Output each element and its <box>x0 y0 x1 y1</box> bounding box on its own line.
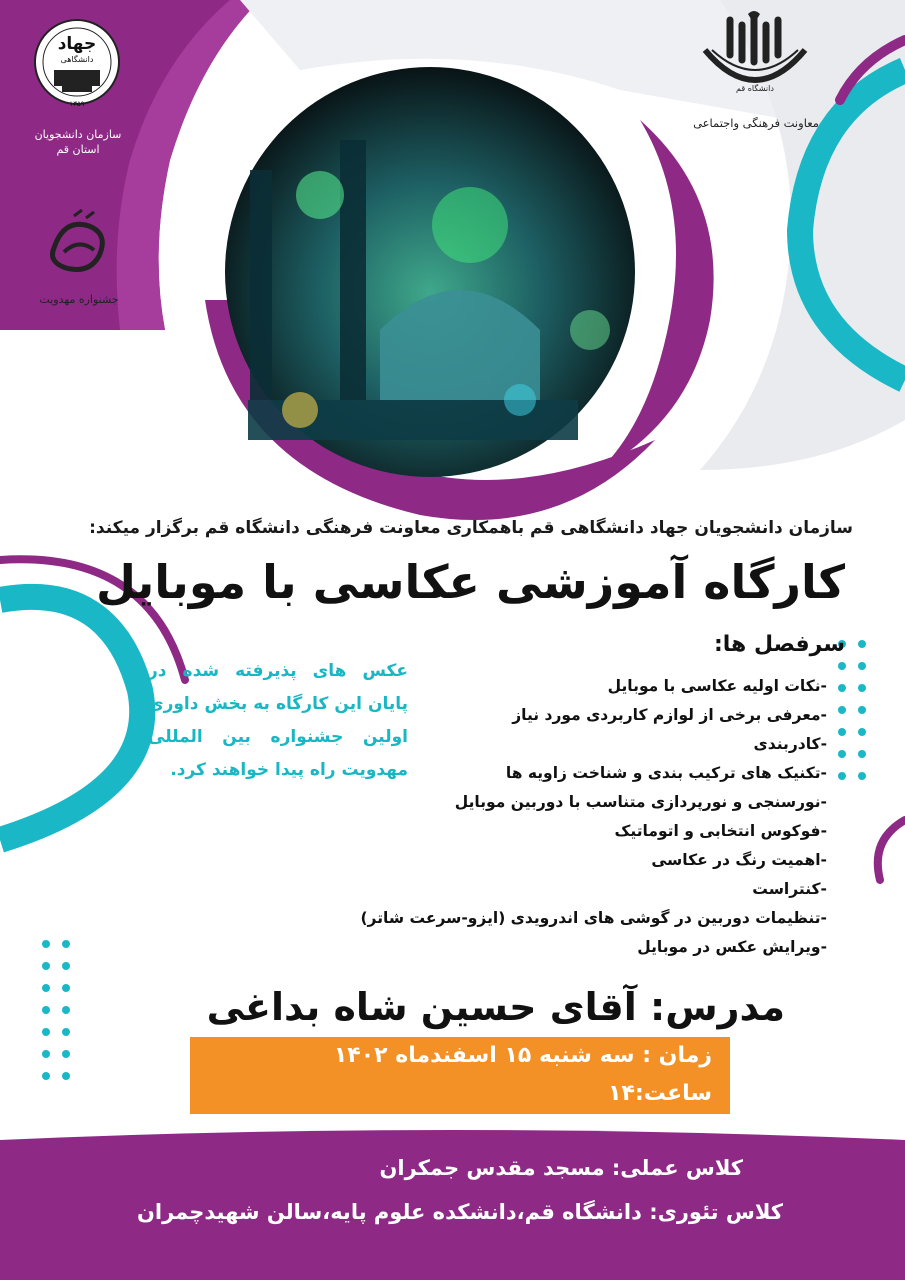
university-emblem-icon <box>690 10 820 110</box>
time-box <box>190 1037 730 1114</box>
syllabus-item: -تکنیک های ترکیب بندی و شناخت زاویه ها <box>505 764 827 782</box>
theory-class-location: کلاس تئوری: دانشگاه قم،دانشکده علوم پایه،سالن شهیدچمران <box>136 1200 783 1224</box>
university-caption: معاونت فرهنگی واجتماعی <box>693 116 819 130</box>
university-logo <box>690 10 820 115</box>
practical-class-location: کلاس عملی: مسجد مقدس جمکران <box>379 1156 743 1180</box>
date-text: زمان : سه شنبه ۱۵ اسفندماه ۱۴۰۲ <box>333 1043 712 1068</box>
jahad-logo <box>32 14 122 124</box>
university-ring-text: دانشگاه قم <box>736 84 774 93</box>
mahdaviat-logo <box>34 208 124 288</box>
jahad-sub: دانشگاهی <box>60 55 94 64</box>
syllabus-item: -کنتراست <box>752 880 827 898</box>
jahad-caption-1: سازمان دانشجویان <box>34 128 122 141</box>
syllabus-item: -ویرایش عکس در موبایل <box>637 938 827 956</box>
jahad-caption-2: استان قم <box>56 143 100 156</box>
festival-note: عکس های پذیرفته شده در پایان این کارگاه به بخش داوری اولین جشنواره بین المللی مهدویت راه پیدا خواهند کرد. <box>148 661 408 780</box>
syllabus-item: -معرفی برخی از لوازم کاربردی مورد نیاز <box>512 706 827 724</box>
page-title: کارگاه آموزشی عکاسی با موبایل <box>95 555 845 609</box>
syllabus-item: -تنظیمات دوربین در گوشی های اندرویدی (ایزو-سرعت شاتر) <box>360 909 827 927</box>
syllabus-item: -نورسنجی و نورپردازی متناسب با دوربین موبایل <box>454 793 827 811</box>
teacher-name: مدرس: آقای حسین شاه بداغی <box>206 985 785 1029</box>
syllabus-title: سرفصل ها: <box>713 632 845 657</box>
syllabus-item: -کادربندی <box>753 735 827 753</box>
jahad-emblem-icon <box>32 14 122 114</box>
mahdaviat-caption: جشنواره مهدویت <box>39 293 119 306</box>
hour-text: ساعت:۱۴ <box>608 1081 712 1106</box>
intro-text: سازمان دانشجویان جهاد دانشگاهی قم باهمکاری معاونت فرهنگی دانشگاه قم برگزار میکند: <box>89 518 853 538</box>
syllabus-item: -فوکوس انتخابی و اتوماتیک <box>614 822 827 840</box>
jahad-word: جهاد <box>57 34 97 54</box>
jahad-year: ۱۳۵۹ <box>69 100 85 108</box>
syllabus-item: -اهمیت رنگ در عکاسی <box>651 851 827 869</box>
syllabus-item: -نکات اولیه عکاسی با موبایل <box>607 677 827 695</box>
calligraphy-emblem-icon <box>34 208 124 284</box>
